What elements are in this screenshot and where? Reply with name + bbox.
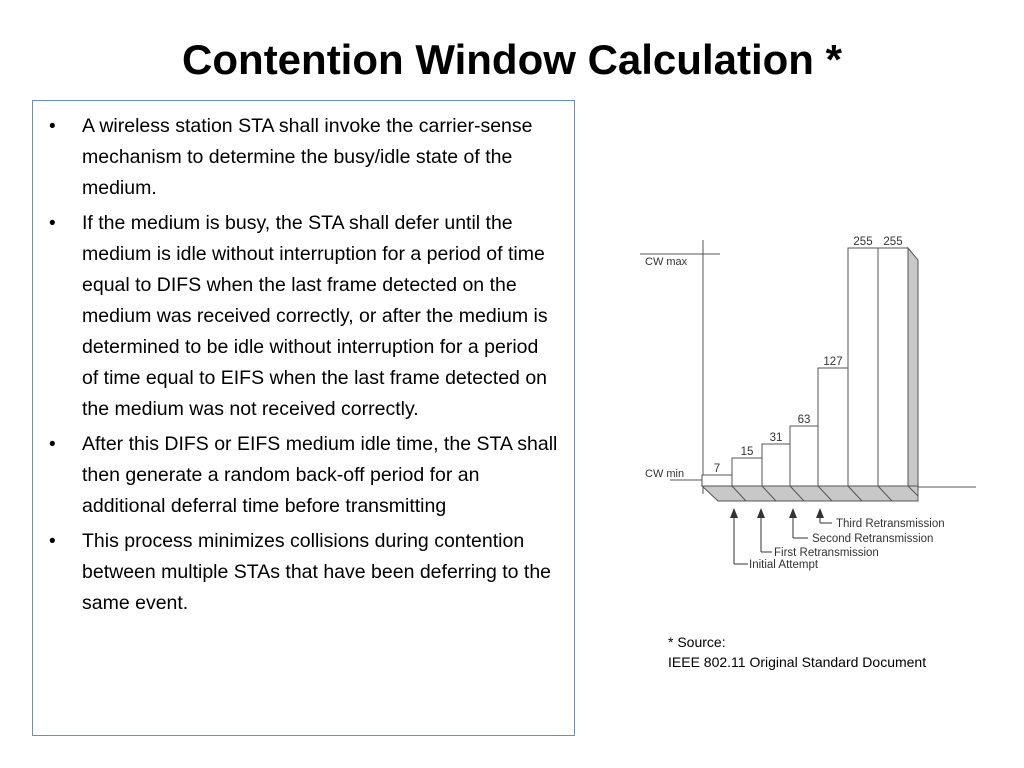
bullet-text-box [32,100,575,736]
arrow-heads [730,508,824,518]
bullet-text: If the medium is busy, the STA shall defer until the medium is idle without interruption for a period of time equal to DIFS when the last frame detected on the medium was received correctly, or after the medium is determined to be idle without interruption for a period of time equal to EIFS when the last frame detected on the medium was not received correctly. [82,212,548,420]
cw-bar [878,248,908,486]
cw-bar-value-label: 31 [769,432,783,444]
bar-side-shading [908,248,918,496]
source-heading: * Source: [668,634,726,650]
source-note [668,632,926,672]
bars-group [702,236,918,496]
cw-max-label: CW max [645,256,688,268]
bullet-item [45,111,560,204]
bullet-dot: • [49,531,56,552]
contention-window-diagram [640,234,980,574]
bullet-dot: • [49,116,56,137]
cw-bar [818,368,848,486]
bullet-dot: • [49,434,56,455]
initial-attempt-label: Initial Attempt [749,559,819,571]
slide-title: Contention Window Calculation * [182,36,842,83]
bullet-item [45,526,560,619]
cw-bar [702,475,732,486]
bullet-dot: • [49,213,56,234]
first-retransmission-label: First Retransmission [774,547,879,559]
cw-min-label: CW min [645,468,685,480]
bullet-list [33,101,574,619]
cw-bar-value-label: 255 [853,236,873,248]
second-retransmission-label: Second Retransmission [812,533,934,545]
cw-bar [732,458,762,486]
cw-bar-value-label: 63 [797,414,811,426]
cw-bar-value-label: 127 [823,356,843,368]
bullet-text: A wireless station STA shall invoke the carrier-sense mechanism to determine the busy/idle state of the medium. [82,115,533,199]
source-document: IEEE 802.11 Original Standard Document [668,654,927,670]
cw-bar-value-label: 255 [883,236,903,248]
cw-bar-value-label: 7 [713,463,721,475]
third-retransmission-label: Third Retransmission [836,518,945,530]
bullet-text: This process minimizes collisions during contention between multiple STAs that have been deferring to the same event. [82,530,552,614]
bullet-text: After this DIFS or EIFS medium idle time, the STA shall then generate a random back-off period for an additional deferral time before transmitting [82,433,558,517]
bullet-item [45,429,560,522]
cw-bar [848,248,878,486]
bullet-item [45,208,560,425]
cw-bar [762,444,790,486]
cw-bar [790,426,818,486]
cw-bar-value-label: 15 [740,446,754,458]
